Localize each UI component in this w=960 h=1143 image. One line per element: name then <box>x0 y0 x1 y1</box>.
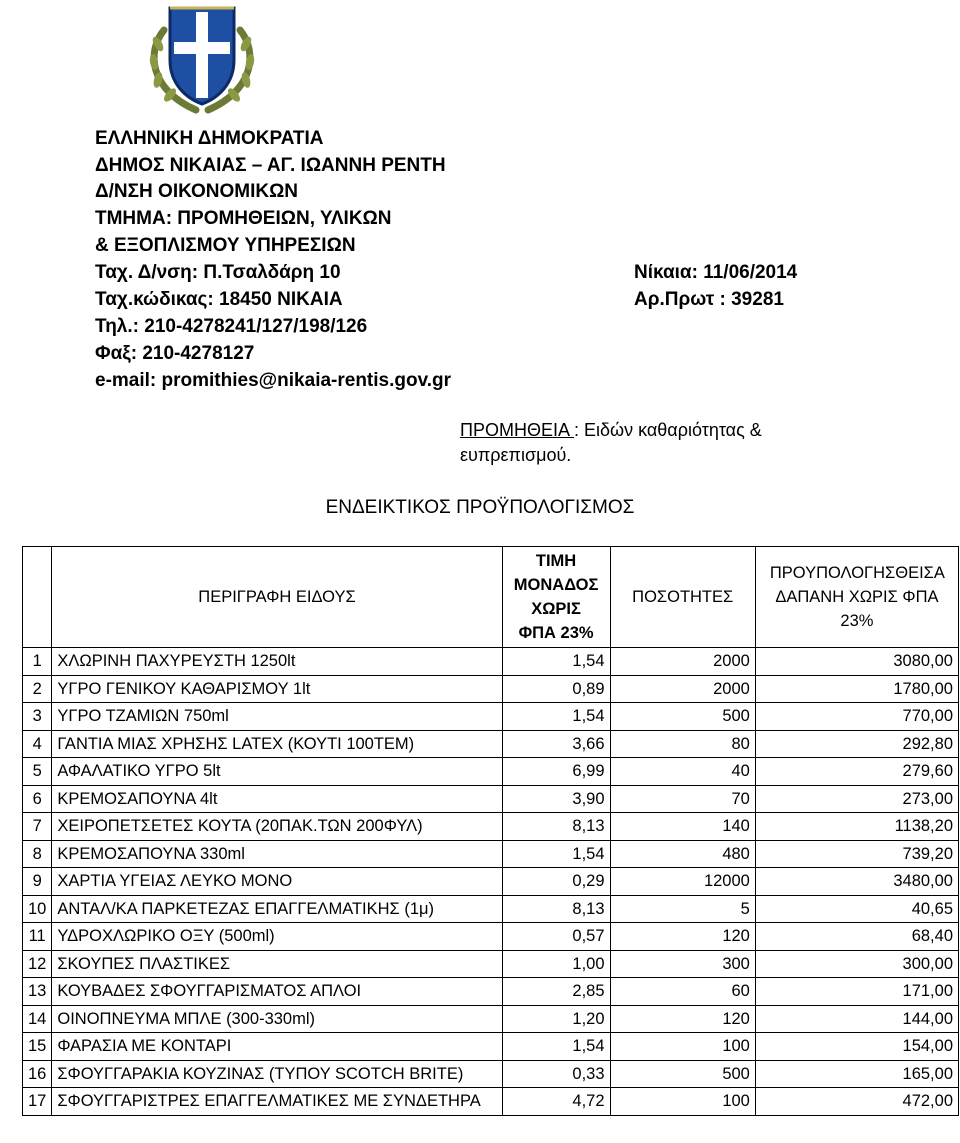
table-row <box>23 1033 959 1061</box>
row-description: ΣΚΟΥΠΕΣ ΠΛΑΣΤΙΚΕΣ <box>52 950 502 978</box>
row-unit-price: 0,29 <box>502 868 610 896</box>
row-quantity: 140 <box>610 813 755 841</box>
supply-label: ΠΡΟΜΗΘΕΙΑ <box>460 420 575 440</box>
row-total: 273,00 <box>755 785 958 813</box>
row-unit-price: 1,00 <box>502 950 610 978</box>
row-unit-price: 8,13 <box>502 895 610 923</box>
row-description: ΣΦΟΥΓΓΑΡΙΣΤΡΕΣ ΕΠΑΓΓΕΛΜΑΤΙΚΕΣ ΜΕ ΣΥΝΔΕΤΗΡΑ <box>52 1088 502 1116</box>
row-quantity: 5 <box>610 895 755 923</box>
row-quantity: 70 <box>610 785 755 813</box>
row-unit-price: 1,20 <box>502 1005 610 1033</box>
row-description: ΦΑΡΑΣΙΑ ΜΕ ΚΟΝΤΑΡΙ <box>52 1033 502 1061</box>
row-number: 4 <box>23 730 52 758</box>
row-number: 8 <box>23 840 52 868</box>
row-unit-price: 1,54 <box>502 703 610 731</box>
row-total: 292,80 <box>755 730 958 758</box>
protocol-number: Αρ.Πρωτ : 39281 <box>634 289 784 310</box>
row-unit-price: 2,85 <box>502 978 610 1006</box>
row-description: ΟΙΝΟΠΝΕΥΜΑ ΜΠΛΕ (300-330ml) <box>52 1005 502 1033</box>
table-row <box>23 1060 959 1088</box>
row-number: 9 <box>23 868 52 896</box>
row-quantity: 80 <box>610 730 755 758</box>
table-row <box>23 813 959 841</box>
row-quantity: 500 <box>610 703 755 731</box>
row-quantity: 40 <box>610 758 755 786</box>
row-number: 15 <box>23 1033 52 1061</box>
row-description: ΑΝΤΑΛ/ΚΑ ΠΑΡΚΕΤΕΖΑΣ ΕΠΑΓΓΕΛΜΑΤΙΚΗΣ (1μ) <box>52 895 502 923</box>
row-total: 68,40 <box>755 923 958 951</box>
supply-subject <box>460 418 840 468</box>
row-total: 1138,20 <box>755 813 958 841</box>
row-number: 11 <box>23 923 52 951</box>
row-description: ΥΓΡΟ ΤΖΑΜΙΩΝ 750ml <box>52 703 502 731</box>
header-line: ΔΗΜΟΣ ΝΙΚΑΙΑΣ – ΑΓ. ΙΩΑΝΝΗ ΡΕΝΤΗ <box>95 155 446 176</box>
row-total: 770,00 <box>755 703 958 731</box>
row-total: 144,00 <box>755 1005 958 1033</box>
header-line: ΕΛΛΗΝΙΚΗ ΔΗΜΟΚΡΑΤΙΑ <box>95 128 324 149</box>
row-total: 1780,00 <box>755 675 958 703</box>
header-line: & ΕΞΟΠΛΙΣΜΟΥ ΥΠΗΡΕΣΙΩΝ <box>95 235 356 256</box>
table-header-row <box>23 547 959 648</box>
row-number: 10 <box>23 895 52 923</box>
supply-text: : Ειδών καθαριότητας & ευπρεπισμού. <box>460 420 762 465</box>
table-row <box>23 785 959 813</box>
row-description: ΥΔΡΟΧΛΩΡΙΚΟ ΟΞΥ (500ml) <box>52 923 502 951</box>
row-unit-price: 6,99 <box>502 758 610 786</box>
table-row <box>23 895 959 923</box>
row-total: 279,60 <box>755 758 958 786</box>
row-number: 14 <box>23 1005 52 1033</box>
table-row <box>23 868 959 896</box>
row-description: ΧΑΡΤΙΑ ΥΓΕΙΑΣ ΛΕΥΚΟ ΜΟΝΟ <box>52 868 502 896</box>
row-unit-price: 3,66 <box>502 730 610 758</box>
table-row <box>23 1005 959 1033</box>
greek-coat-of-arms-icon <box>140 2 264 118</box>
row-number: 1 <box>23 648 52 676</box>
row-total: 3080,00 <box>755 648 958 676</box>
header-line: e-mail: promithies@nikaia-rentis.gov.gr <box>95 370 452 391</box>
row-number: 17 <box>23 1088 52 1116</box>
row-quantity: 12000 <box>610 868 755 896</box>
header-line: ΤΜΗΜΑ: ΠΡΟΜΗΘΕΙΩΝ, ΥΛΙΚΩΝ <box>95 208 392 229</box>
row-quantity: 2000 <box>610 648 755 676</box>
row-number: 6 <box>23 785 52 813</box>
row-description: ΧΛΩΡΙΝΗ ΠΑΧΥΡΕΥΣΤΗ 1250lt <box>52 648 502 676</box>
row-number: 12 <box>23 950 52 978</box>
row-unit-price: 1,54 <box>502 648 610 676</box>
row-unit-price: 3,90 <box>502 785 610 813</box>
index-header <box>23 547 52 648</box>
row-quantity: 100 <box>610 1033 755 1061</box>
row-total: 3480,00 <box>755 868 958 896</box>
row-number: 5 <box>23 758 52 786</box>
header-line: Ταχ.κώδικας: 18450 ΝΙΚΑΙΑ <box>95 289 343 310</box>
row-total: 739,20 <box>755 840 958 868</box>
table-row <box>23 1088 959 1116</box>
row-quantity: 120 <box>610 1005 755 1033</box>
row-quantity: 300 <box>610 950 755 978</box>
header-line: Τηλ.: 210-4278241/127/198/126 <box>95 316 368 337</box>
row-description: ΣΦΟΥΓΓΑΡΑΚΙΑ ΚΟΥΖΙΝΑΣ (ΤΥΠΟΥ SCOTCH BRITE) <box>52 1060 502 1088</box>
row-description: ΚΡΕΜΟΣΑΠΟΥΝΑ 4lt <box>52 785 502 813</box>
row-number: 16 <box>23 1060 52 1088</box>
table-row <box>23 840 959 868</box>
description-header: ΠΕΡΙΓΡΑΦΗ ΕΙΔΟΥΣ <box>52 547 502 648</box>
row-description: ΚΟΥΒΑΔΕΣ ΣΦΟΥΓΓΑΡΙΣΜΑΤΟΣ ΑΠΛΟΙ <box>52 978 502 1006</box>
row-number: 7 <box>23 813 52 841</box>
row-unit-price: 4,72 <box>502 1088 610 1116</box>
total-header: ΠΡΟΥΠΟΛΟΓΗΣΘΕΙΣΑ ΔΑΠΑΝΗ ΧΩΡΙΣ ΦΠΑ 23% <box>755 547 958 648</box>
row-unit-price: 1,54 <box>502 840 610 868</box>
row-description: ΥΓΡΟ ΓΕΝΙΚΟΥ ΚΑΘΑΡΙΣΜΟΥ 1lt <box>52 675 502 703</box>
header-line: Δ/ΝΣΗ ΟΙΚΟΝΟΜΙΚΩΝ <box>95 181 299 202</box>
row-total: 300,00 <box>755 950 958 978</box>
row-total: 40,65 <box>755 895 958 923</box>
row-quantity: 120 <box>610 923 755 951</box>
row-number: 3 <box>23 703 52 731</box>
row-quantity: 100 <box>610 1088 755 1116</box>
row-description: ΧΕΙΡΟΠΕΤΣΕΤΕΣ ΚΟΥΤΑ (20ΠΑΚ.ΤΩΝ 200ΦΥΛ) <box>52 813 502 841</box>
row-quantity: 2000 <box>610 675 755 703</box>
row-description: ΓΑΝΤΙΑ ΜΙΑΣ ΧΡΗΣΗΣ LATEX (ΚΟΥΤΙ 100ΤΕΜ) <box>52 730 502 758</box>
table-row <box>23 978 959 1006</box>
row-unit-price: 0,57 <box>502 923 610 951</box>
row-total: 165,00 <box>755 1060 958 1088</box>
table-row <box>23 648 959 676</box>
row-unit-price: 0,89 <box>502 675 610 703</box>
row-number: 2 <box>23 675 52 703</box>
row-quantity: 500 <box>610 1060 755 1088</box>
table-row <box>23 758 959 786</box>
row-total: 472,00 <box>755 1088 958 1116</box>
header-line: Φαξ: 210-4278127 <box>95 343 255 364</box>
table-row <box>23 675 959 703</box>
row-unit-price: 1,54 <box>502 1033 610 1061</box>
document-date: Νίκαια: 11/06/2014 <box>634 262 798 283</box>
row-quantity: 480 <box>610 840 755 868</box>
row-description: ΚΡΕΜΟΣΑΠΟΥΝΑ 330ml <box>52 840 502 868</box>
row-description: ΑΦΑΛΑΤΙΚΟ ΥΓΡΟ 5lt <box>52 758 502 786</box>
row-unit-price: 8,13 <box>502 813 610 841</box>
table-row <box>23 950 959 978</box>
row-number: 13 <box>23 978 52 1006</box>
budget-table <box>22 546 959 1116</box>
row-total: 171,00 <box>755 978 958 1006</box>
quantity-header: ΠΟΣΟΤΗΤΕΣ <box>610 547 755 648</box>
table-row <box>23 923 959 951</box>
header-line: Ταχ. Δ/νση: Π.Τσαλδάρη 10 <box>95 262 341 283</box>
row-quantity: 60 <box>610 978 755 1006</box>
row-total: 154,00 <box>755 1033 958 1061</box>
table-row <box>23 730 959 758</box>
row-unit-price: 0,33 <box>502 1060 610 1088</box>
budget-title: ΕΝΔΕΙΚΤΙΚΟΣ ΠΡΟΫΠΟΛΟΓΙΣΜΟΣ <box>325 497 635 518</box>
table-row <box>23 703 959 731</box>
unit-price-header: ΤΙΜΗ ΜΟΝΑΔΟΣ ΧΩΡΙΣ ΦΠΑ 23% <box>502 547 610 648</box>
